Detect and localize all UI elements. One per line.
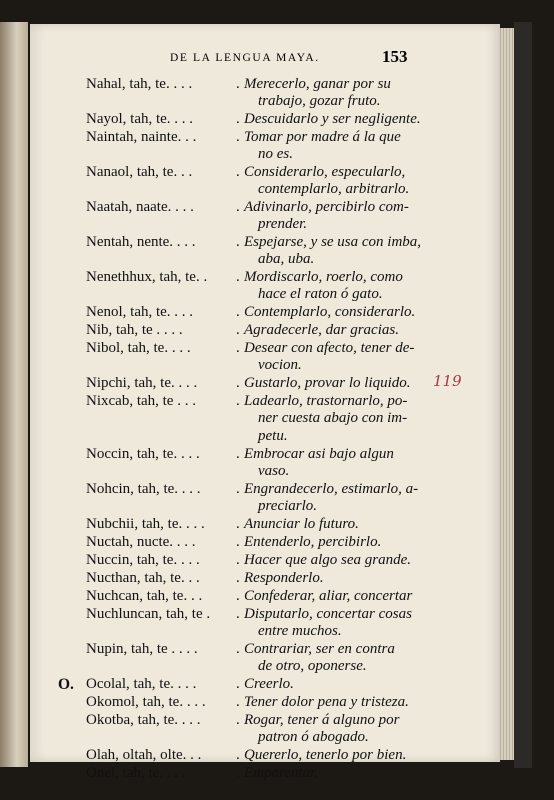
entry-separator: . bbox=[236, 747, 240, 763]
definition-continuation: de otro, oponerse. bbox=[258, 658, 367, 674]
entry-separator: . bbox=[236, 676, 240, 692]
definition-line: Anunciar lo futuro. bbox=[244, 516, 359, 532]
running-title: DE LA LENGUA MAYA. bbox=[170, 52, 320, 64]
entry-term: Nuctah, nucte. . . . bbox=[86, 534, 196, 550]
entry-term: Nuccin, tah, te. . . . bbox=[86, 552, 200, 568]
entry-term: Nixcab, tah, te . . . bbox=[86, 393, 196, 409]
entry-definition bbox=[244, 111, 422, 128]
entry-definition bbox=[244, 269, 422, 303]
definition-line: Responderlo. bbox=[244, 570, 324, 586]
entry-separator: . bbox=[236, 111, 240, 127]
entry-definition bbox=[244, 588, 422, 605]
entry-term: Nayol, tah, te. . . . bbox=[86, 111, 194, 127]
dictionary-entry bbox=[30, 199, 500, 233]
definition-line: Descuidarlo y ser negligente. bbox=[244, 111, 421, 127]
entry-definition bbox=[244, 570, 422, 587]
entry-definition bbox=[244, 428, 422, 445]
definition-line: Gustarlo, provar lo liquido. bbox=[244, 375, 411, 391]
definition-continuation: hace el raton ó gato. bbox=[258, 286, 383, 302]
entry-separator: . bbox=[236, 534, 240, 550]
definition-line: Rogar, tener á alguno por bbox=[244, 712, 400, 728]
dictionary-entry bbox=[30, 765, 500, 782]
definition-line: Merecerlo, ganar por su bbox=[244, 76, 391, 92]
entry-definition bbox=[244, 164, 422, 198]
handwritten-margin-note: 119 bbox=[433, 372, 462, 390]
definition-line: Hacer que algo sea grande. bbox=[244, 552, 412, 568]
definition-line: Embrocar asi bajo algun bbox=[244, 446, 394, 462]
entry-separator: . bbox=[236, 234, 240, 250]
definition-continuation: petu. bbox=[258, 428, 288, 444]
entry-term: Naintah, nainte. . . bbox=[86, 129, 197, 145]
entry-separator: . bbox=[236, 393, 240, 409]
entry-definition bbox=[244, 481, 422, 515]
entry-definition bbox=[244, 393, 422, 427]
entry-definition bbox=[244, 765, 422, 782]
entry-term: Nuchluncan, tah, te . bbox=[86, 606, 211, 622]
dictionary-entry bbox=[30, 588, 500, 605]
definition-continuation: aba, uba. bbox=[258, 251, 315, 267]
definition-continuation: entre muchos. bbox=[258, 623, 342, 639]
entry-separator: . bbox=[236, 129, 240, 145]
book-page bbox=[30, 24, 500, 781]
dictionary-entry bbox=[30, 375, 500, 392]
entry-term: Nibol, tah, te. . . . bbox=[86, 340, 191, 356]
dictionary-entry bbox=[30, 712, 500, 746]
entry-term: Nipchi, tah, te. . . . bbox=[86, 375, 198, 391]
definition-continuation: no es. bbox=[258, 146, 293, 162]
entry-definition bbox=[244, 641, 422, 675]
definition-line: Contemplarlo, considerarlo. bbox=[244, 304, 416, 320]
entry-separator: . bbox=[236, 375, 240, 391]
entry-definition bbox=[244, 234, 422, 268]
entry-definition bbox=[244, 694, 422, 711]
definition-continuation: vocion. bbox=[258, 357, 302, 373]
entry-definition bbox=[244, 76, 422, 110]
definition-line: Emparentar. bbox=[244, 765, 319, 781]
dictionary-entries bbox=[30, 76, 500, 783]
entry-definition bbox=[244, 340, 422, 374]
dictionary-entry bbox=[30, 304, 500, 321]
entry-term: Okomol, tah, te. . . . bbox=[86, 694, 206, 710]
dictionary-entry bbox=[30, 322, 500, 339]
definition-line: Considerarlo, especularlo, bbox=[244, 164, 406, 180]
entry-separator: . bbox=[236, 199, 240, 215]
book-cover-edge bbox=[514, 22, 532, 768]
definition-line: Quererlo, tenerlo por bien. bbox=[244, 747, 407, 763]
definition-continuation: vaso. bbox=[258, 463, 290, 479]
entry-term: Okotba, tah, te. . . . bbox=[86, 712, 201, 728]
entry-separator: . bbox=[236, 322, 240, 338]
entry-separator: . bbox=[236, 552, 240, 568]
dictionary-entry bbox=[30, 676, 500, 693]
adjacent-page-edge bbox=[0, 22, 28, 767]
definition-line: Creerlo. bbox=[244, 676, 294, 692]
dictionary-entry bbox=[30, 641, 500, 675]
entry-definition bbox=[244, 199, 422, 233]
definition-line: Espejarse, y se usa con imba, bbox=[244, 234, 422, 250]
entry-separator: . bbox=[236, 446, 240, 462]
entry-definition bbox=[244, 747, 422, 764]
definition-line: Contrariar, ser en contra bbox=[244, 641, 395, 657]
entry-separator: . bbox=[236, 340, 240, 356]
entry-term: Nib, tah, te . . . . bbox=[86, 322, 183, 338]
definition-line: Adivinarlo, percibirlo com- bbox=[244, 199, 409, 215]
entry-term: Nohcin, tah, te. . . . bbox=[86, 481, 201, 497]
entry-term: Nuchcan, tah, te. . . bbox=[86, 588, 203, 604]
entry-definition bbox=[244, 552, 422, 569]
entry-definition bbox=[244, 534, 422, 551]
entry-term: Olah, oltah, olte. . . bbox=[86, 747, 202, 763]
entry-separator: . bbox=[236, 606, 240, 622]
entry-definition bbox=[244, 375, 422, 392]
entry-definition bbox=[244, 516, 422, 533]
entry-separator: . bbox=[236, 570, 240, 586]
definition-line: Desear con afecto, tener de- bbox=[244, 340, 415, 356]
entry-separator: . bbox=[236, 641, 240, 657]
dictionary-entry bbox=[30, 111, 500, 128]
dictionary-entry bbox=[30, 76, 500, 110]
definition-line: Mordiscarlo, roerlo, como bbox=[244, 269, 403, 285]
entry-separator: . bbox=[236, 164, 240, 180]
page-header bbox=[30, 46, 500, 68]
dictionary-entry bbox=[30, 606, 500, 640]
definition-continuation: contemplarlo, arbitrarlo. bbox=[258, 181, 410, 197]
dictionary-entry bbox=[30, 428, 500, 445]
entry-separator: . bbox=[236, 269, 240, 285]
dictionary-entry bbox=[30, 164, 500, 198]
entry-term: Nubchii, tah, te. . . . bbox=[86, 516, 205, 532]
entry-term: Naatah, naate. . . . bbox=[86, 199, 194, 215]
dictionary-entry bbox=[30, 340, 500, 374]
dictionary-entry bbox=[30, 446, 500, 480]
definition-line: Confederar, aliar, concertar bbox=[244, 588, 413, 604]
definition-line: Engrandecerlo, estimarlo, a- bbox=[244, 481, 419, 497]
entry-term: Nenethhux, tah, te. . bbox=[86, 269, 208, 285]
definition-continuation: trabajo, gozar fruto. bbox=[258, 93, 381, 109]
entry-separator: . bbox=[236, 588, 240, 604]
entry-definition bbox=[244, 129, 422, 163]
dictionary-entry bbox=[30, 481, 500, 515]
entry-term: Nucthan, tah, te. . . bbox=[86, 570, 200, 586]
definition-continuation: ner cuesta abajo con im- bbox=[258, 410, 408, 426]
dictionary-entry bbox=[30, 534, 500, 551]
entry-term: Nupin, tah, te . . . . bbox=[86, 641, 198, 657]
entry-term: Nentah, nente. . . . bbox=[86, 234, 196, 250]
definition-continuation: prender. bbox=[258, 216, 308, 232]
entry-definition bbox=[244, 712, 422, 746]
dictionary-entry bbox=[30, 129, 500, 163]
entry-separator: . bbox=[236, 516, 240, 532]
entry-term: Noccin, tah, te. . . . bbox=[86, 446, 200, 462]
dictionary-entry bbox=[30, 234, 500, 268]
entry-separator: . bbox=[236, 712, 240, 728]
entry-definition bbox=[244, 446, 422, 480]
dictionary-entry bbox=[30, 269, 500, 303]
entry-separator: . bbox=[236, 765, 240, 781]
entry-definition bbox=[244, 304, 422, 321]
entry-term: Onel, tah, te. . . . bbox=[86, 765, 186, 781]
definition-line: Disputarlo, concertar cosas bbox=[244, 606, 412, 622]
entry-term: Nanaol, tah, te. . . bbox=[86, 164, 193, 180]
dictionary-entry bbox=[30, 570, 500, 587]
definition-line: Ladearlo, trastornarlo, po- bbox=[244, 393, 408, 409]
entry-term: Nahal, tah, te. . . . bbox=[86, 76, 193, 92]
definition-line: Tener dolor pena y tristeza. bbox=[244, 694, 409, 710]
dictionary-entry bbox=[30, 552, 500, 569]
section-letter: O. bbox=[58, 676, 74, 693]
entry-separator: . bbox=[236, 694, 240, 710]
definition-line: Agradecerle, dar gracias. bbox=[244, 322, 399, 338]
dictionary-entry bbox=[30, 694, 500, 711]
entry-term: Ocolal, tah, te. . . . bbox=[86, 676, 197, 692]
definition-line: Entenderlo, percibirlo. bbox=[244, 534, 382, 550]
page-block-edge bbox=[498, 28, 514, 760]
definition-line: Tomar por madre á la que bbox=[244, 129, 401, 145]
entry-term: Nenol, tah, te. . . . bbox=[86, 304, 194, 320]
entry-separator: . bbox=[236, 481, 240, 497]
dictionary-entry bbox=[30, 516, 500, 533]
definition-continuation: preciarlo. bbox=[258, 498, 318, 514]
entry-definition bbox=[244, 606, 422, 640]
definition-continuation: patron ó abogado. bbox=[258, 729, 369, 745]
entry-definition bbox=[244, 676, 422, 693]
dictionary-entry bbox=[30, 747, 500, 764]
dictionary-entry bbox=[30, 393, 500, 427]
page-number: 153 bbox=[382, 47, 408, 66]
entry-definition bbox=[244, 322, 422, 339]
entry-separator: . bbox=[236, 76, 240, 92]
entry-separator: . bbox=[236, 304, 240, 320]
